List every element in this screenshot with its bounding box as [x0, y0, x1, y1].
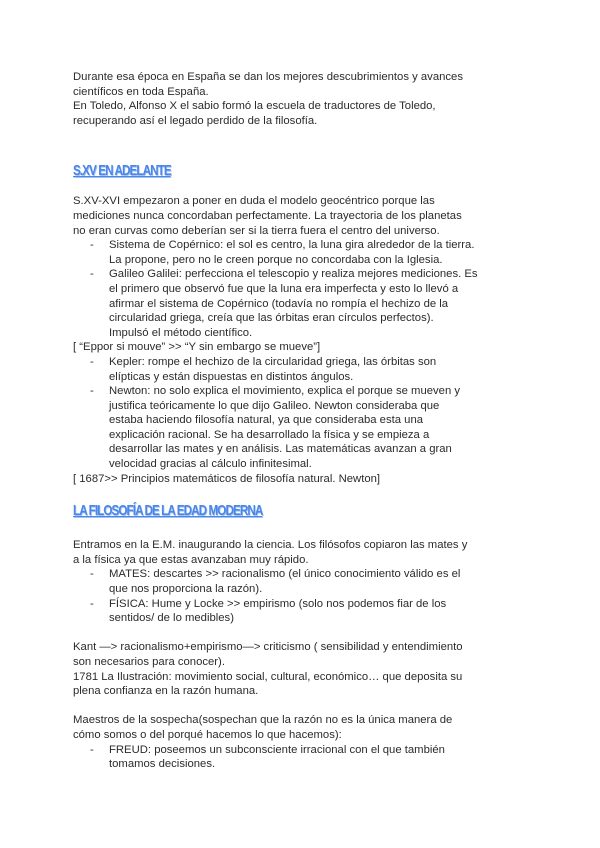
text-line: velocidad gracias al cálculo infinitesimal.: [109, 458, 312, 471]
note-line: [ 1687>> Principios matemáticos de filosofía natural. Newton]: [73, 472, 381, 485]
list-item: [73, 597, 543, 626]
text-line: La propone, pero no le creen porque no concordaba con la Iglesia.: [109, 253, 443, 266]
text-line: plena confianza en la razón humana.: [73, 685, 259, 698]
bullet-dash: -: [90, 597, 94, 610]
text-line: recuperando así el legado perdido de la filosofía.: [73, 114, 318, 127]
text-line: FREUD: poseemos un subconsciente irracional con el que también: [109, 743, 445, 756]
bullet-dash: -: [90, 385, 94, 398]
text-line: justifica teóricamente lo que dijo Galileo. Newton consideraba que: [109, 399, 440, 412]
text-line: son necesarios para conocer).: [73, 656, 225, 668]
list-item: [73, 238, 543, 267]
bullet-dash: -: [90, 568, 94, 581]
text-line: mediciones nunca concordaban perfectamente. La trayectoria de los planetas: [73, 209, 462, 222]
text-line: En Toledo, Alfonso X el sabio formó la escuela de traductores de Toledo,: [73, 100, 436, 113]
text-line: el primero que observó fue que la luna era imperfecta y esto lo llevó a: [109, 282, 459, 295]
text-line: afirmar el sistema de Copérnico (todavía no rompía el hechizo de la: [109, 297, 449, 310]
intro-paragraph: [73, 70, 543, 128]
text-line: sentidos/ de lo medibles): [109, 612, 234, 625]
section-heading: LA FILOSOFÍA DE LA EDAD MODERNA: [73, 502, 263, 520]
list-item: [73, 355, 543, 384]
text-line: Newton: no solo explica el movimiento, explica el porque se mueven y: [109, 385, 461, 398]
text-line: circularidad griega, creía que las órbitas eran círculos perfectos).: [109, 312, 434, 325]
section-heading: S.XV EN ADELANTE: [73, 162, 171, 180]
text-line: explicación racional. Se ha desarrollado la física y se empieza a: [109, 428, 430, 441]
bullet-dash: -: [90, 743, 94, 756]
text-line: FÍSICA: Hume y Locke >> empirismo (solo nos podemos fiar de los: [109, 597, 447, 610]
text-line: Kepler: rompe el hechizo de la circularidad griega, las órbitas son: [109, 355, 437, 368]
text-line: Kant —> racionalismo+empirismo—> criticismo ( sensibilidad y entendimiento: [73, 641, 463, 654]
text-line: elípticas y están dispuestas en distintos ángulos.: [109, 370, 354, 383]
text-line: científicos en toda España.: [73, 85, 209, 98]
text-line: MATES: descartes >> racionalismo (el único conocimiento válido es el: [109, 568, 461, 581]
text-line: a la física ya que estas avanzaban muy rápido.: [73, 553, 309, 566]
text-line: Entramos en la E.M. inaugurando la ciencia. Los filósofos copiaron las mates y: [73, 539, 468, 552]
list-item: [73, 743, 543, 772]
bullet-dash: -: [90, 268, 94, 281]
text-line: desarrollar las mates y en análisis. Las matemáticas avanzan a gran: [109, 443, 452, 456]
text-line: Impulsó el método científico.: [109, 326, 253, 339]
text-line: no eran curvas como deberían ser si la tierra fuera el centro del universo.: [73, 224, 440, 237]
text-line: Durante esa época en España se dan los mejores descubrimientos y avances: [73, 71, 463, 83]
paragraph: [73, 194, 543, 238]
paragraph: [73, 713, 543, 742]
bullet-dash: -: [90, 239, 94, 252]
text-line: 1781 La Ilustración: movimiento social, cultural, económico… que deposita su: [73, 670, 463, 683]
text-line: cómo somos o del porqué hacemos lo que hacemos):: [73, 728, 342, 741]
text-line: tomamos decisiones.: [109, 758, 216, 771]
text-line: Galileo Galilei: perfecciona el telescopio y realiza mejores mediciones. Es: [109, 268, 478, 281]
paragraph: [73, 538, 543, 567]
text-line: S.XV-XVI empezaron a poner en duda el modelo geocéntrico porque las: [73, 195, 435, 208]
text-line: Maestros de la sospecha(sospechan que la razón no es la única manera de: [73, 714, 453, 727]
quote-line: [ “Eppor si mouve” >> “Y sin embargo se mueve”]: [73, 341, 321, 354]
text-line: estaba haciendo filosofía natural, ya que consideraba esta una: [109, 414, 424, 427]
list-item: [73, 567, 543, 596]
bullet-dash: -: [90, 355, 94, 368]
list-item: [73, 384, 543, 472]
text-line: que nos proporciona la razón).: [109, 583, 263, 596]
document-page: [73, 70, 543, 772]
paragraph: [73, 640, 543, 698]
list-item: [73, 267, 543, 340]
text-line: Sistema de Copérnico: el sol es centro, la luna gira alrededor de la tierra.: [109, 239, 475, 252]
